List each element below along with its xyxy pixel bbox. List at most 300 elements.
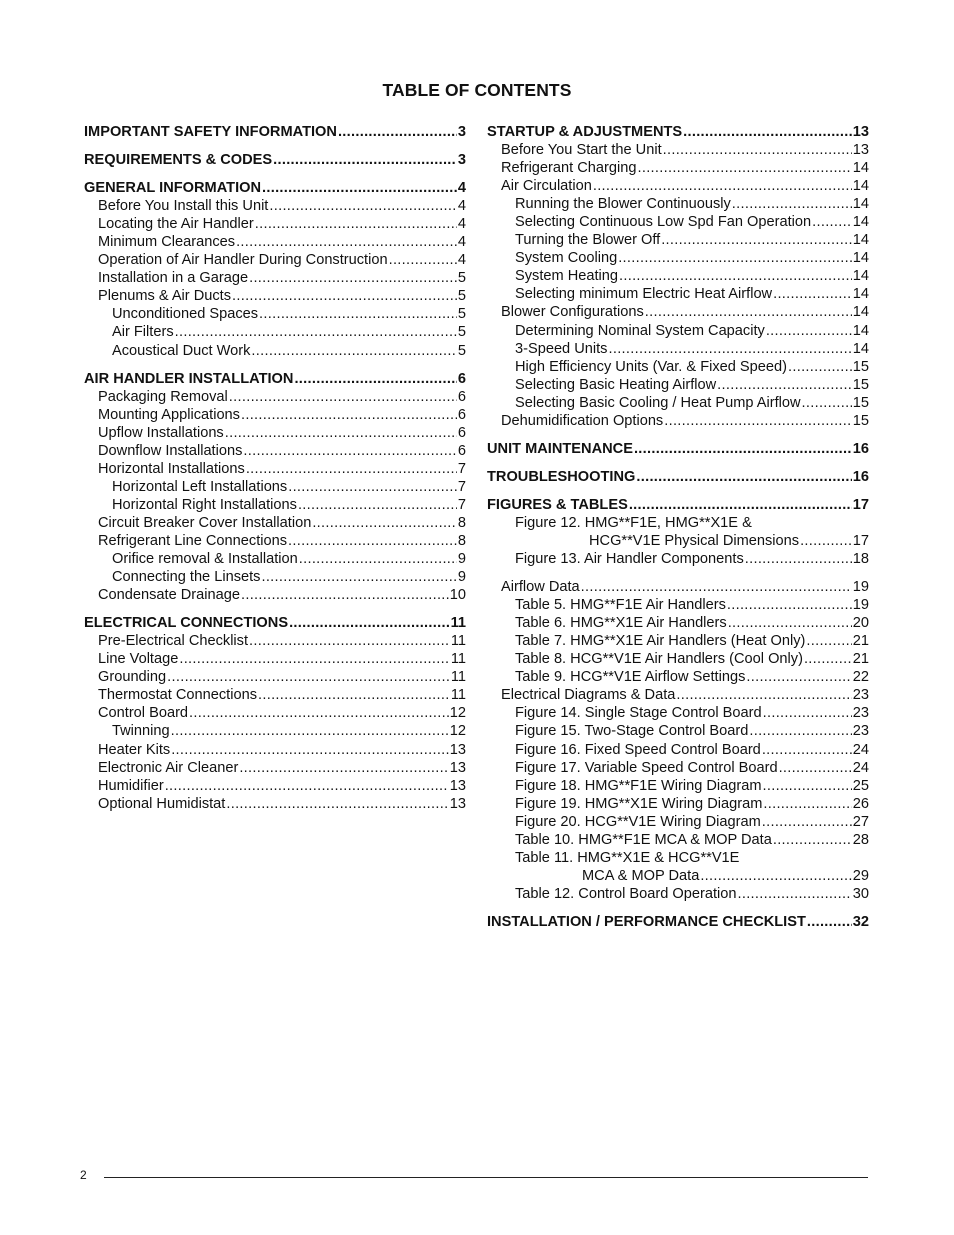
dot-leader [243, 442, 456, 460]
toc-entry-label: Heater Kits [98, 741, 171, 758]
dot-leader [298, 496, 457, 514]
toc-entry-page: 5 [457, 270, 466, 287]
toc-entry-page: 10 [449, 587, 466, 604]
toc-entry-label: Table 6. HMG**X1E Air Handlers [515, 615, 727, 632]
dot-leader [807, 913, 852, 931]
toc-entry-label: IMPORTANT SAFETY INFORMATION [84, 124, 337, 140]
toc-entry-page: 6 [457, 424, 466, 441]
toc-entry[interactable] [84, 251, 466, 269]
toc-entry[interactable] [84, 586, 466, 604]
toc-entry-page: 5 [457, 306, 466, 323]
toc-entry-label: Figure 18. HMG**F1E Wiring Diagram [515, 777, 762, 794]
dot-leader [338, 123, 457, 141]
toc-entry-label: Figure 14. Single Stage Control Board [515, 705, 762, 722]
toc-entry-label: Selecting minimum Electric Heat Airflow [515, 286, 773, 303]
toc-entry-label: Table 8. HCG**V1E Air Handlers (Cool Only) [515, 651, 803, 668]
dot-leader [634, 440, 852, 458]
toc-entry-label: Minimum Clearances [98, 234, 236, 251]
dot-leader [259, 305, 457, 323]
toc-entry-page: 15 [852, 358, 869, 375]
dot-leader [255, 215, 457, 233]
toc-entry-page: 14 [852, 286, 869, 303]
toc-entry-label: Packaging Removal [98, 388, 228, 405]
toc-entry[interactable] [487, 159, 869, 177]
toc-entry-label: Twinning [112, 723, 170, 740]
toc-entry-label: Connecting the Linsets [112, 569, 261, 586]
toc-entry[interactable] [84, 550, 466, 568]
dot-leader [236, 233, 457, 251]
toc-entry-label: MCA & MOP Data [582, 867, 700, 884]
toc-entry-page: 21 [852, 651, 869, 668]
toc-entry-label: Figure 12. HMG**F1E, HMG**X1E & [515, 514, 752, 531]
toc-entry[interactable] [84, 406, 466, 424]
toc-entry-label: INSTALLATION / PERFORMANCE CHECKLIST [487, 913, 806, 930]
toc-entry[interactable] [487, 867, 869, 885]
dot-leader [249, 632, 450, 650]
toc-entry-page: 3 [457, 124, 466, 140]
toc-entry-label: Selecting Basic Cooling / Heat Pump Airflow [515, 394, 801, 411]
toc-entry-label: Circuit Breaker Cover Installation [98, 514, 312, 531]
toc-entry-label: System Cooling [515, 250, 618, 267]
toc-entry-label: Determining Nominal System Capacity [515, 322, 765, 339]
toc-entry-label: Table 11. HMG**X1E & HCG**V1E [515, 849, 740, 866]
dot-leader [241, 586, 449, 604]
toc-entry-page: 11 [450, 651, 466, 668]
toc-entry[interactable] [487, 668, 869, 686]
dot-leader [581, 578, 852, 596]
toc-entry-label: Thermostat Connections [98, 687, 257, 704]
toc-entry[interactable] [487, 514, 869, 532]
toc-entry-label: Condensate Drainage [98, 587, 240, 604]
toc-entry-label: Operation of Air Handler During Construction [98, 252, 388, 269]
dot-leader [618, 249, 852, 267]
dot-leader [779, 759, 852, 777]
toc-entry[interactable] [487, 913, 869, 931]
dot-leader [262, 179, 457, 197]
dot-leader [225, 424, 457, 442]
toc-entry-page: 20 [852, 615, 869, 632]
dot-leader [700, 867, 851, 885]
toc-entry-page: 4 [457, 252, 466, 269]
toc-entry-page: 6 [457, 406, 466, 423]
toc-entry-page: 9 [457, 569, 466, 586]
toc-entry-label: Upflow Installations [98, 424, 224, 441]
dot-leader [239, 759, 448, 777]
toc-entry[interactable] [84, 759, 466, 777]
toc-entry-label: Table 5. HMG**F1E Air Handlers [515, 597, 726, 614]
toc-entry[interactable] [84, 460, 466, 478]
toc-entry-label: Refrigerant Charging [501, 160, 637, 177]
toc-entry-page: 6 [457, 442, 466, 459]
toc-entry-page: 14 [852, 178, 869, 195]
dot-leader [804, 650, 852, 668]
toc-entry-page: 5 [457, 342, 466, 359]
toc-entry-label: Installation in a Garage [98, 270, 249, 287]
toc-entry[interactable] [487, 213, 869, 231]
toc-entry-label: FIGURES & TABLES [487, 496, 628, 513]
toc-entry-page: 14 [852, 340, 869, 357]
toc-entry-label: Refrigerant Line Connections [98, 532, 288, 549]
dot-leader [261, 568, 456, 586]
toc-entry[interactable] [84, 197, 466, 215]
toc-entry-label: Acoustical Duct Work [112, 342, 251, 359]
toc-entry-label: Table 9. HCG**V1E Airflow Settings [515, 669, 746, 686]
toc-entry-label: AIR HANDLER INSTALLATION [84, 370, 294, 387]
toc-entry-label: Selecting Continuous Low Spd Fan Operation [515, 214, 812, 231]
dot-leader [269, 197, 457, 215]
toc-entry[interactable] [84, 323, 466, 341]
toc-entry-page: 4 [457, 216, 466, 233]
toc-entry[interactable] [487, 303, 869, 321]
toc-entry[interactable] [84, 233, 466, 251]
dot-leader [246, 460, 457, 478]
toc-entry-label: TROUBLESHOOTING [487, 468, 636, 485]
toc-entry-page: 29 [852, 867, 869, 884]
dot-leader [806, 632, 851, 650]
toc-entry[interactable] [487, 578, 869, 596]
toc-entry-page: 23 [852, 723, 869, 740]
footer-divider [104, 1177, 868, 1178]
dot-leader [746, 668, 851, 686]
dot-leader [732, 195, 852, 213]
toc-entry-label: Figure 15. Two-Stage Control Board [515, 723, 749, 740]
dot-leader [636, 468, 851, 486]
toc-entry-label: Air Filters [112, 324, 174, 341]
dot-leader [766, 322, 852, 340]
dot-leader [619, 267, 852, 285]
toc-entry[interactable] [84, 424, 466, 442]
toc-entry-page: 11 [450, 669, 466, 686]
toc-entry-page: 28 [852, 831, 869, 848]
toc-entry[interactable] [487, 376, 869, 394]
toc-entry-page: 14 [852, 250, 869, 267]
toc-entry-label: Horizontal Right Installations [112, 496, 297, 513]
toc-entry-label: ELECTRICAL CONNECTIONS [84, 615, 289, 632]
toc-entry-page: 13 [449, 795, 466, 812]
toc-entry[interactable] [84, 686, 466, 704]
toc-entry-page: 4 [457, 198, 466, 215]
toc-entry[interactable] [487, 285, 869, 303]
toc-entry-page: 27 [852, 813, 869, 830]
toc-entry-label: Control Board [98, 705, 189, 722]
page-title: TABLE OF CONTENTS [382, 80, 572, 100]
dot-leader [763, 704, 852, 722]
toc-entry-label: Blower Configurations [501, 304, 644, 321]
toc-entry[interactable] [84, 342, 466, 360]
toc-entry-page: 3 [457, 152, 466, 169]
toc-entry-page: 14 [852, 232, 869, 249]
toc-entry-page: 4 [457, 180, 466, 197]
toc-entry-page: 7 [457, 478, 466, 495]
toc-entry[interactable] [84, 370, 466, 388]
toc-entry-label: Unconditioned Spaces [112, 306, 259, 323]
toc-entry[interactable] [487, 141, 869, 159]
toc-entry[interactable] [487, 632, 869, 650]
toc-entry[interactable] [487, 686, 869, 704]
toc-entry[interactable] [84, 179, 466, 197]
toc-entry-page: 14 [852, 160, 869, 177]
toc-entry-label: Figure 13. Air Handler Components [515, 551, 744, 568]
toc-entry-page: 15 [852, 412, 869, 429]
toc-entry-label: High Efficiency Units (Var. & Fixed Speed) [515, 358, 787, 375]
toc-entry[interactable] [84, 650, 466, 668]
toc-entry[interactable] [487, 722, 869, 740]
toc-entry-page: 13 [852, 142, 869, 159]
dot-leader [727, 596, 852, 614]
toc-entry[interactable] [84, 722, 466, 740]
toc-entry[interactable] [84, 496, 466, 514]
toc-entry-page: 11 [450, 687, 466, 704]
toc-entry[interactable] [84, 704, 466, 722]
toc-entry-page: 14 [852, 322, 869, 339]
toc-entry-label: Figure 20. HCG**V1E Wiring Diagram [515, 813, 761, 830]
dot-leader [593, 177, 852, 195]
toc-entry-page: 19 [852, 597, 869, 614]
toc-entry[interactable] [487, 614, 869, 632]
toc-entry-page: 9 [457, 551, 466, 568]
toc-entry-label: Mounting Applications [98, 406, 240, 423]
dot-leader [288, 532, 457, 550]
toc-entry[interactable] [487, 532, 869, 550]
toc-entry[interactable] [84, 123, 466, 141]
toc-entry-page: 15 [852, 394, 869, 411]
dot-leader [171, 741, 449, 759]
toc-entry[interactable] [84, 442, 466, 460]
dot-leader [645, 303, 852, 321]
toc-entry[interactable] [487, 177, 869, 195]
toc-entry-page: 25 [852, 777, 869, 794]
toc-entry-page: 13 [852, 124, 869, 140]
toc-entry[interactable] [487, 249, 869, 267]
toc-entry-page: 23 [852, 687, 869, 704]
toc-entry[interactable] [487, 704, 869, 722]
toc-entry-label: Orifice removal & Installation [112, 551, 298, 568]
toc-entry[interactable] [84, 287, 466, 305]
dot-leader [299, 550, 457, 568]
toc-entry-page: 21 [852, 633, 869, 650]
toc-entry-page: 12 [449, 705, 466, 722]
toc-entry[interactable] [487, 394, 869, 412]
toc-entry-label: REQUIREMENTS & CODES [84, 152, 273, 169]
toc-entry[interactable] [84, 795, 466, 813]
toc-entry[interactable] [487, 596, 869, 614]
toc-entry-page: 4 [457, 234, 466, 251]
dot-leader [294, 370, 456, 388]
dot-leader [728, 614, 852, 632]
dot-leader [800, 532, 852, 550]
toc-entry[interactable] [487, 123, 869, 141]
toc-entry-label: Horizontal Installations [98, 460, 245, 477]
toc-entry-label: Table 10. HMG**F1E MCA & MOP Data [515, 831, 772, 848]
toc-entry-label: Before You Start the Unit [501, 142, 662, 159]
toc-entry[interactable] [487, 496, 869, 514]
toc-entry-page: 14 [852, 268, 869, 285]
dot-leader [288, 478, 457, 496]
dot-leader [763, 795, 851, 813]
toc-entry-page: 16 [852, 468, 869, 485]
toc-entry-label: Horizontal Left Installations [112, 478, 288, 495]
toc-entry[interactable] [84, 632, 466, 650]
toc-entry-label: Dehumidification Options [501, 412, 664, 429]
dot-leader [249, 269, 457, 287]
dot-leader [749, 722, 851, 740]
toc-entry[interactable] [487, 195, 869, 213]
toc-entry-page: 30 [852, 885, 869, 902]
toc-entry[interactable] [84, 568, 466, 586]
toc-entry-page: 13 [449, 741, 466, 758]
toc-entry[interactable] [487, 440, 869, 458]
toc-entry[interactable] [487, 831, 869, 849]
toc-entry-label: Turning the Blower Off [515, 232, 661, 249]
dot-leader [663, 141, 852, 159]
dot-leader [389, 251, 457, 269]
toc-entry-page: 8 [457, 514, 466, 531]
dot-leader [773, 285, 852, 303]
toc-entry[interactable] [487, 885, 869, 903]
toc-entry-page: 7 [457, 460, 466, 477]
toc-entry[interactable] [84, 777, 466, 795]
dot-leader [312, 514, 457, 532]
dot-leader [241, 406, 457, 424]
dot-leader [226, 795, 448, 813]
dot-leader [251, 342, 456, 360]
toc-entry[interactable] [84, 305, 466, 323]
toc-entry[interactable] [84, 269, 466, 287]
toc-entry-page: 14 [852, 214, 869, 231]
toc-entry-label: UNIT MAINTENANCE [487, 440, 633, 457]
toc-entry[interactable] [487, 741, 869, 759]
dot-leader [637, 159, 851, 177]
toc-entry-page: 14 [852, 304, 869, 321]
toc-entry-label: HCG**V1E Physical Dimensions [589, 532, 800, 549]
dot-leader [762, 741, 852, 759]
toc-entry-label: Figure 17. Variable Speed Control Board [515, 759, 778, 776]
toc-entry-page: 7 [457, 496, 466, 513]
dot-leader [289, 614, 450, 632]
toc-entry-page: 24 [852, 759, 869, 776]
toc-entry-label: Table 7. HMG**X1E Air Handlers (Heat Only) [515, 633, 806, 650]
toc-entry-label: System Heating [515, 268, 619, 285]
toc-entry[interactable] [487, 777, 869, 795]
toc-entry-page: 32 [852, 913, 869, 930]
toc-entry[interactable] [84, 514, 466, 532]
toc-entry-label: Electrical Diagrams & Data [501, 687, 676, 704]
toc-entry-label: 3-Speed Units [515, 340, 608, 357]
dot-leader [167, 668, 450, 686]
toc-entry[interactable] [84, 532, 466, 550]
dot-leader [189, 704, 449, 722]
toc-entry-label: Before You Install this Unit [98, 198, 269, 215]
toc-entry[interactable] [487, 550, 869, 568]
toc-entry-label: Air Circulation [501, 178, 592, 195]
toc-entry-label: Electronic Air Cleaner [98, 759, 239, 776]
toc-entry[interactable] [84, 741, 466, 759]
dot-leader [683, 123, 852, 141]
dot-leader [629, 496, 852, 514]
toc-entry-page: 19 [852, 579, 869, 596]
toc-entry[interactable] [487, 650, 869, 668]
toc-entry[interactable] [84, 388, 466, 406]
toc-entry-label: Running the Blower Continuously [515, 196, 731, 213]
toc-entry-label: Locating the Air Handler [98, 216, 254, 233]
dot-leader [661, 231, 852, 249]
dot-leader [763, 777, 852, 795]
toc-entry[interactable] [487, 468, 869, 486]
toc-entry-label: STARTUP & ADJUSTMENTS [487, 124, 683, 140]
toc-entry-page: 15 [852, 376, 869, 393]
dot-leader [179, 650, 450, 668]
toc-entry-page: 13 [449, 777, 466, 794]
dot-leader [608, 340, 851, 358]
dot-leader [762, 813, 852, 831]
toc-entry-page: 11 [450, 615, 466, 632]
toc-entry-page: 23 [852, 705, 869, 722]
toc-entry-label: Pre-Electrical Checklist [98, 633, 249, 650]
toc-entry-page: 17 [852, 496, 869, 513]
toc-entry-page: 24 [852, 741, 869, 758]
toc-entry[interactable] [487, 412, 869, 430]
dot-leader [812, 213, 852, 231]
toc-entry-page: 12 [449, 723, 466, 740]
toc-entry-page: 6 [457, 370, 466, 387]
dot-leader [273, 151, 457, 169]
toc-entry-page: 8 [457, 532, 466, 549]
dot-leader [802, 394, 852, 412]
toc-entry-label: Table 12. Control Board Operation [515, 885, 737, 902]
toc-entry[interactable] [487, 358, 869, 376]
toc-entry-page: 22 [852, 669, 869, 686]
toc-entry-label: Figure 19. HMG**X1E Wiring Diagram [515, 795, 763, 812]
toc-entry[interactable] [487, 849, 869, 867]
toc-entry[interactable] [487, 340, 869, 358]
dot-leader [717, 376, 852, 394]
toc-entry-label: Selecting Basic Heating Airflow [515, 376, 717, 393]
toc-entry[interactable] [487, 813, 869, 831]
toc-entry-page: 5 [457, 288, 466, 305]
toc-entry-page: 18 [852, 551, 869, 568]
dot-leader [171, 722, 449, 740]
toc-entry[interactable] [84, 614, 466, 632]
toc-entry[interactable] [84, 668, 466, 686]
toc-entry-label: Downflow Installations [98, 442, 243, 459]
toc-entry[interactable] [487, 759, 869, 777]
toc-entry-page: 11 [450, 633, 466, 650]
toc-entry-page: 26 [852, 795, 869, 812]
page-number: 2 [80, 1168, 87, 1182]
dot-leader [175, 323, 457, 341]
dot-leader [165, 777, 449, 795]
toc-entry-label: Plenums & Air Ducts [98, 288, 232, 305]
toc-entry[interactable] [84, 151, 466, 169]
toc-entry[interactable] [487, 231, 869, 249]
toc-entry-label: Line Voltage [98, 651, 179, 668]
toc-entry[interactable] [487, 267, 869, 285]
toc-entry[interactable] [487, 322, 869, 340]
dot-leader [676, 686, 851, 704]
toc-entry[interactable] [84, 215, 466, 233]
toc-left-column [84, 123, 466, 813]
toc-entry[interactable] [84, 478, 466, 496]
dot-leader [773, 831, 852, 849]
toc-entry-page: 17 [852, 532, 869, 549]
toc-entry[interactable] [487, 795, 869, 813]
toc-entry-page: 5 [457, 324, 466, 341]
toc-entry-page: 14 [852, 196, 869, 213]
dot-leader [232, 287, 457, 305]
toc-entry-label: Figure 16. Fixed Speed Control Board [515, 741, 761, 758]
dot-leader [229, 388, 457, 406]
toc-entry-label: Optional Humidistat [98, 795, 226, 812]
